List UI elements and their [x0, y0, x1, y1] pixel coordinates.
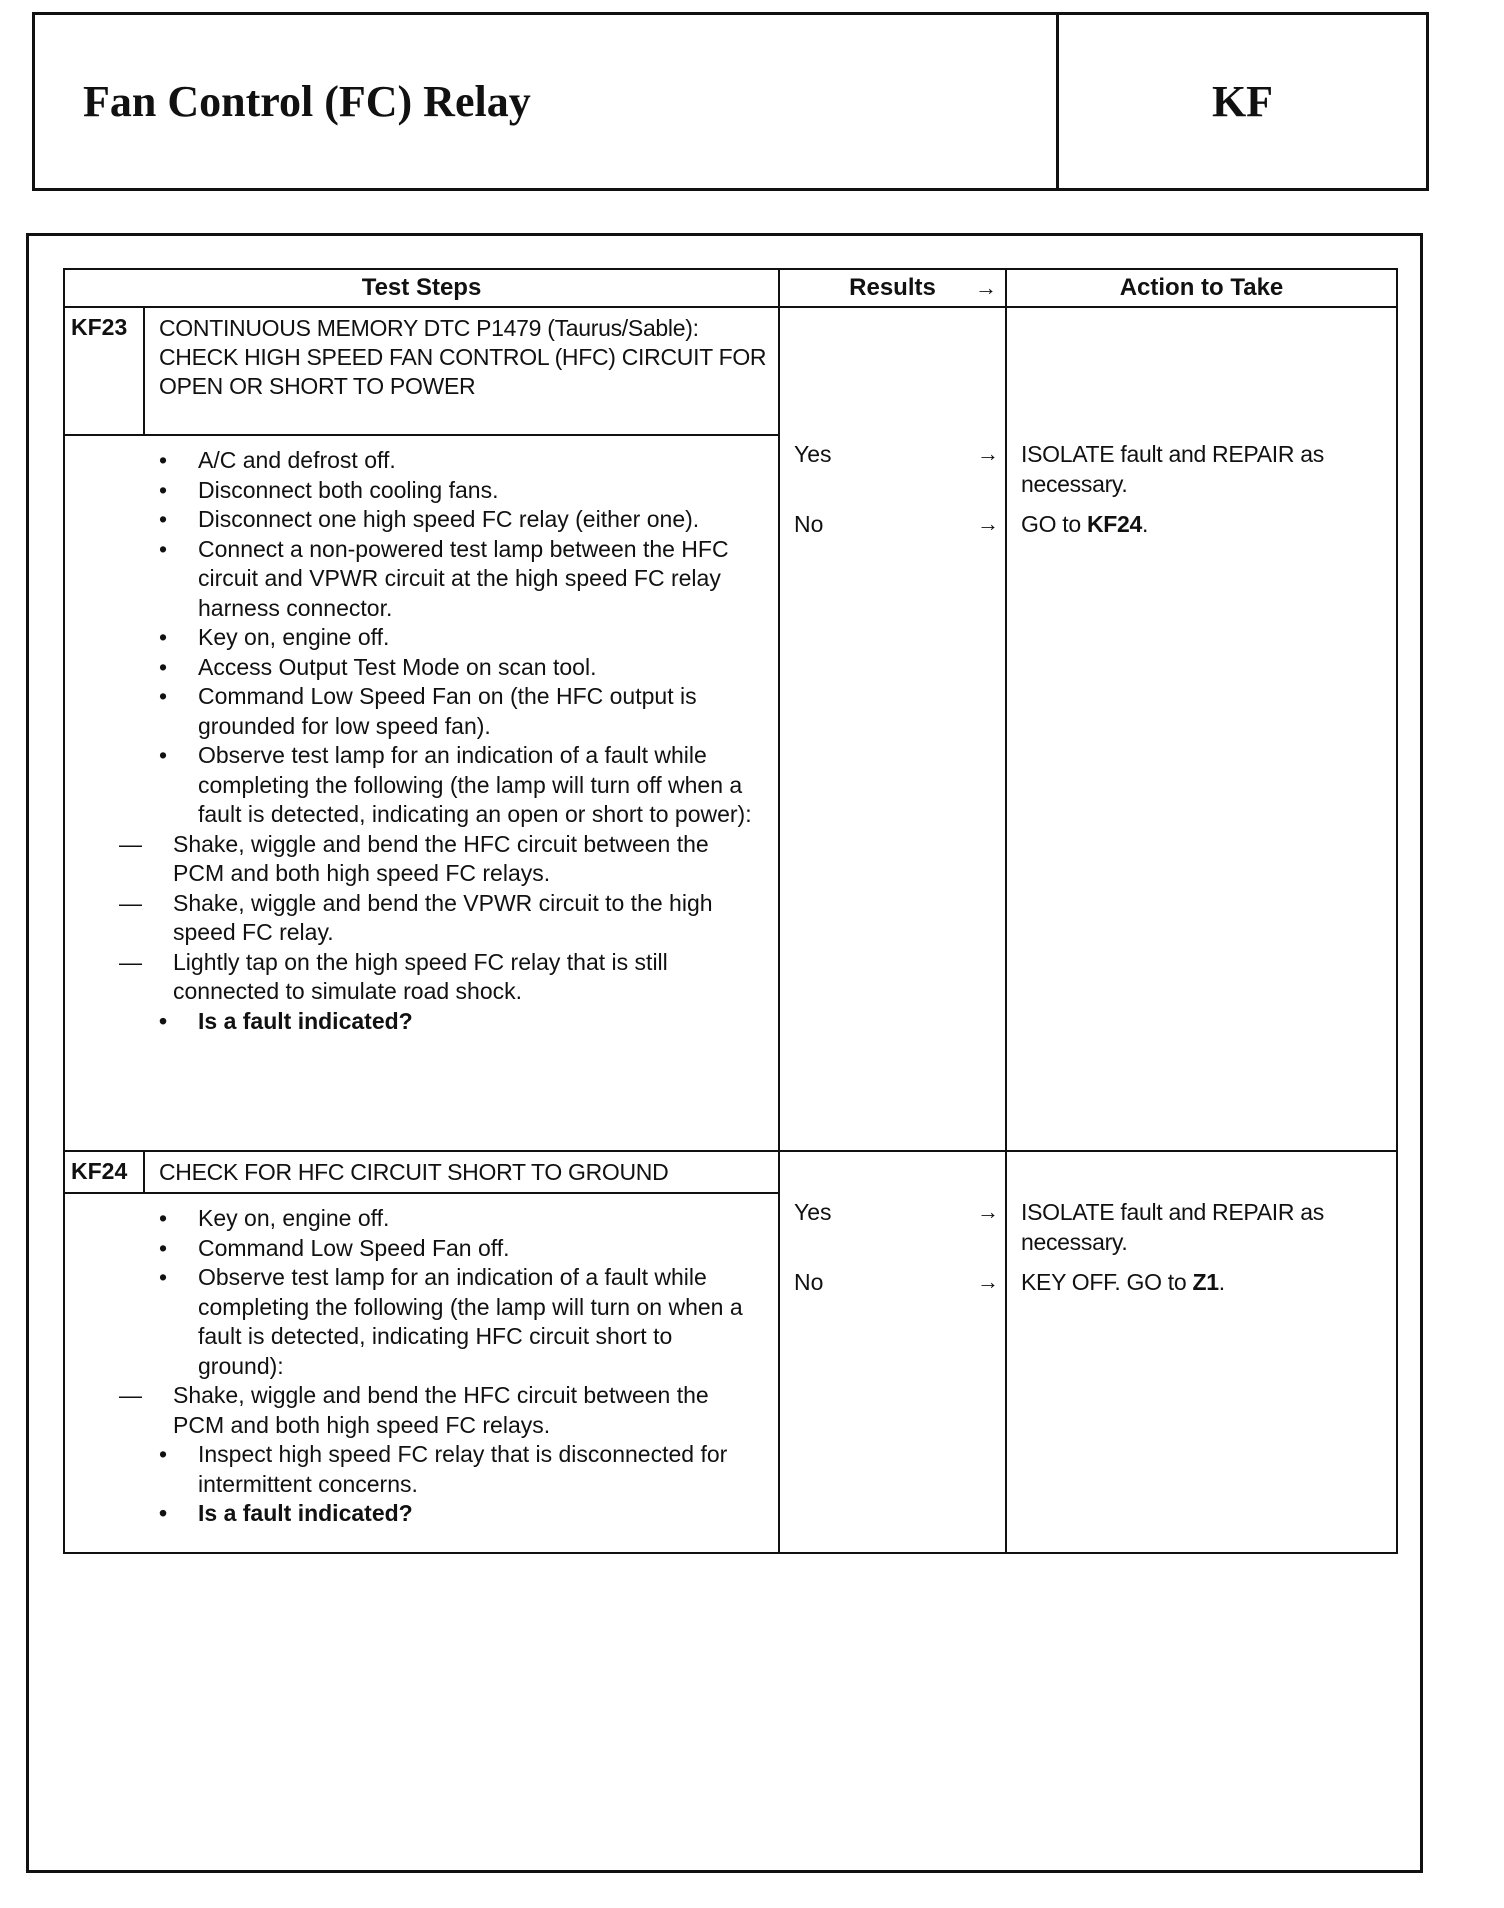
step-reference: Z1 [1192, 1269, 1219, 1295]
action-text: GO to [1021, 511, 1087, 537]
action-no [1021, 509, 1376, 539]
list-item [65, 1263, 758, 1440]
table-header-row [63, 268, 1398, 308]
action-no [1021, 1267, 1376, 1297]
action-text: . [1142, 511, 1149, 537]
test-step-kf24 [63, 1152, 1398, 1554]
arrow-right-icon: → [975, 275, 997, 300]
section-code: KF [1211, 77, 1274, 126]
col-action: Action to Take [1119, 274, 1284, 301]
list-item: • Key on, engine off. [65, 623, 758, 653]
arrow-right-icon: → [977, 441, 999, 466]
result-yes: Yes [794, 1199, 832, 1225]
list-item: • Inspect high speed FC relay that is disconnected for intermittent concerns. [65, 1440, 758, 1499]
page-header [32, 12, 1429, 191]
list-item-text: Observe test lamp for an indication of a fault while completing the following (the lamp will turn on when a fault is detected, indicating HFC circuit short to ground): [198, 1264, 743, 1379]
list-item: • Access Output Test Mode on scan tool. [65, 653, 758, 683]
list-item: • Command Low Speed Fan off. [65, 1234, 758, 1264]
list-item: • Connect a non-powered test lamp between the HFC circuit and VPWR circuit at the high speed FC relay harness connector. [65, 535, 758, 624]
step-question: • Is a fault indicated? [65, 1499, 758, 1529]
sub-item: — Shake, wiggle and bend the VPWR circuit to the high speed FC relay. [119, 889, 758, 948]
action-text: KEY OFF. GO to [1021, 1269, 1193, 1295]
step-reference: KF24 [1086, 511, 1142, 537]
sub-item: — Shake, wiggle and bend the HFC circuit between the PCM and both high speed FC relays. [119, 1381, 758, 1440]
step-title: CHECK FOR HFC CIRCUIT SHORT TO GROUND [159, 1159, 669, 1185]
list-item: • Key on, engine off. [65, 1204, 758, 1234]
action-cell [1007, 308, 1396, 1150]
list-item [65, 741, 758, 1007]
col-results [780, 270, 1007, 306]
diagnostic-table [63, 268, 1398, 1554]
sub-list [119, 1381, 758, 1440]
list-item: • Disconnect one high speed FC relay (either one). [65, 505, 758, 535]
result-no: No [794, 511, 824, 537]
step-instructions [65, 1194, 778, 1533]
list-item: • Command Low Speed Fan on (the HFC output is grounded for low speed fan). [65, 682, 758, 741]
col-results-label: Results [849, 274, 936, 301]
page-title: Fan Control (FC) Relay [35, 15, 1059, 188]
result-yes: Yes [794, 441, 832, 467]
sub-list [119, 830, 758, 1007]
list-item-text: Observe test lamp for an indication of a fault while completing the following (the lamp will turn off when a fault is detected, indicating an open or short to power): [198, 742, 752, 827]
step-id: KF23 [65, 308, 145, 434]
arrow-right-icon: → [977, 1269, 999, 1294]
sub-item: — Shake, wiggle and bend the HFC circuit between the PCM and both high speed FC relays. [119, 830, 758, 889]
step-instructions [65, 436, 778, 1040]
test-step-kf23 [63, 308, 1398, 1152]
action-yes: ISOLATE fault and REPAIR as necessary. [1021, 1199, 1324, 1255]
step-title: CONTINUOUS MEMORY DTC P1479 (Taurus/Sable): CHECK HIGH SPEED FAN CONTROL (HFC) CIRCUIT FOR OPEN OR SHORT TO POWER [159, 315, 767, 399]
results-cell [780, 308, 1007, 1150]
sub-item: — Lightly tap on the high speed FC relay that is still connected to simulate road shock. [119, 948, 758, 1007]
arrow-right-icon: → [977, 511, 999, 536]
col-test-steps: Test Steps [65, 270, 780, 306]
action-cell [1007, 1152, 1396, 1552]
list-item: • A/C and defrost off. [65, 446, 758, 476]
step-question: • Is a fault indicated? [65, 1007, 758, 1037]
results-cell [780, 1152, 1007, 1552]
action-text: . [1218, 1269, 1225, 1295]
action-yes: ISOLATE fault and REPAIR as necessary. [1021, 441, 1324, 497]
list-item: • Disconnect both cooling fans. [65, 476, 758, 506]
step-id: KF24 [65, 1152, 145, 1192]
arrow-right-icon: → [977, 1199, 999, 1224]
result-no: No [794, 1269, 824, 1295]
